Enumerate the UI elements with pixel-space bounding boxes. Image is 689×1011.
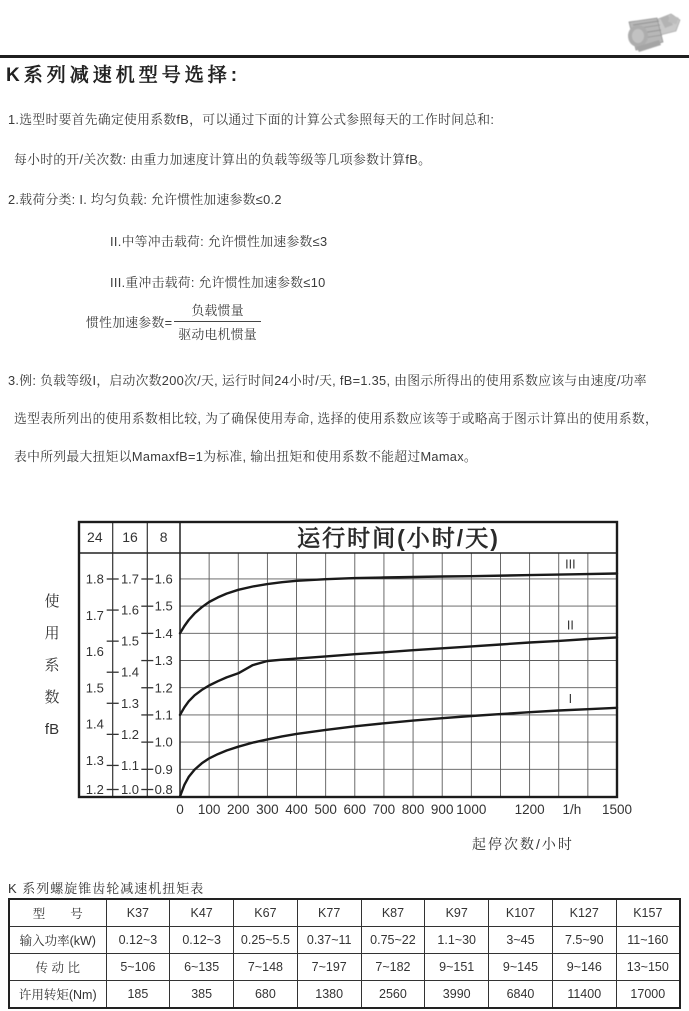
cell-value: 0.37~11 — [297, 927, 361, 954]
scale-label: 1.0 — [120, 782, 140, 797]
scale-label: 1.3 — [120, 695, 140, 711]
formula-lhs: 惯性加速参数= — [86, 315, 173, 330]
top-rule — [0, 55, 689, 58]
x-tick-label: 0 — [176, 802, 184, 817]
col-header-K87: K87 — [361, 899, 425, 927]
cell-value: 17000 — [616, 981, 680, 1009]
y-axis-title-char: 数 — [44, 689, 60, 706]
col-header-K47: K47 — [170, 899, 234, 927]
scale-header-16: 16 — [122, 529, 138, 545]
torque-table-head — [9, 899, 680, 927]
curve-label-I: I — [568, 692, 573, 707]
cell-value: 2560 — [361, 981, 425, 1009]
x-tick-label: 1500 — [601, 802, 633, 817]
scale-label: 1.8 — [85, 571, 104, 587]
col-header-K157: K157 — [616, 899, 680, 927]
cell-value: 11~160 — [616, 927, 680, 954]
cell-value: 0.75~22 — [361, 927, 425, 954]
paragraph-selection-1: 1.选型时要首先确定使用系数fB，可以通过下面的计算公式参照每天的工作时间总和: — [8, 112, 495, 127]
scale-label: 0.9 — [154, 761, 173, 777]
table-row — [9, 981, 680, 1009]
cell-value: 185 — [106, 981, 170, 1009]
gearbox-photo — [613, 8, 685, 56]
cell-value: 5~106 — [106, 954, 170, 981]
inertia-formula — [86, 300, 261, 343]
paragraph-load-class-1: 2.载荷分类: I. 均匀负载: 允许惯性加速参数≤0.2 — [8, 192, 282, 207]
cell-value: 9~151 — [425, 954, 489, 981]
scale-label: 1.6 — [120, 602, 140, 618]
paragraph-example-1: 3.例: 负载等级I，启动次数200次/天, 运行时间24小时/天, fB=1.35, 由图示所得出的使用系数应该与由速度/功率 — [8, 373, 647, 388]
x-tick-label: 300 — [256, 802, 279, 817]
chart-curve-II — [180, 637, 617, 715]
paragraph-load-class-3: III.重冲击载荷: 允许惯性加速参数≤10 — [110, 275, 326, 290]
x-axis-title: 起停次数/小时 — [472, 836, 574, 852]
cell-value: 7~197 — [297, 954, 361, 981]
table-caption: K 系列螺旋锥齿轮减速机扭矩表 — [8, 881, 205, 896]
scale-label: 1.1 — [154, 707, 173, 723]
col-header-model: 型 号 — [9, 899, 106, 927]
cell-value: 13~150 — [616, 954, 680, 981]
curve-label-III: III — [565, 557, 576, 572]
chart-curve-III — [180, 574, 617, 634]
scale-label: 1.1 — [120, 757, 140, 773]
scale-label: 1.0 — [154, 734, 173, 750]
cell-value: 6840 — [489, 981, 553, 1009]
x-tick-label: 900 — [430, 802, 454, 817]
chart-title: 运行时间(小时/天) — [297, 525, 500, 551]
cell-value: 0.12~3 — [106, 927, 170, 954]
scale-label: 1.2 — [85, 782, 104, 797]
row-label: 输入功率(kW) — [9, 927, 106, 954]
col-header-K127: K127 — [552, 899, 616, 927]
x-tick-label: 600 — [343, 802, 367, 817]
row-label: 传 动 比 — [9, 954, 106, 981]
x-tick-label: 400 — [285, 802, 308, 817]
paragraph-example-2: 选型表所列出的使用系数相比较, 为了确保使用寿命, 选择的使用系数应该等于或略高于图示计算出的使用系数， — [14, 411, 659, 426]
col-header-K107: K107 — [489, 899, 553, 927]
paragraph-load-class-2: II.中等冲击载荷: 允许惯性加速参数≤3 — [110, 234, 328, 249]
cell-value: 3~45 — [489, 927, 553, 954]
cell-value: 6~135 — [170, 954, 234, 981]
formula-denominator: 驱动电机惯量 — [174, 321, 261, 343]
row-label: 许用转矩(Nm) — [9, 981, 106, 1009]
cell-value: 11400 — [552, 981, 616, 1009]
col-header-K97: K97 — [425, 899, 489, 927]
cell-value: 0.25~5.5 — [234, 927, 298, 954]
scale-label: 1.4 — [154, 625, 173, 641]
col-header-K67: K67 — [234, 899, 298, 927]
page-title: K系列减速机型号选择: — [6, 65, 242, 86]
scale-label: 1.2 — [120, 726, 140, 742]
x-tick-label: 500 — [314, 802, 337, 817]
scale-label: 1.3 — [85, 752, 104, 768]
col-header-K37: K37 — [106, 899, 170, 927]
scale-label: 1.5 — [154, 598, 173, 614]
x-tick-label: 100 — [197, 802, 221, 817]
scale-label: 1.7 — [120, 571, 140, 587]
cell-value: 1.1~30 — [425, 927, 489, 954]
cell-value: 0.12~3 — [170, 927, 234, 954]
x-tick-label: 700 — [372, 802, 396, 817]
scale-label: 0.8 — [154, 782, 173, 797]
x-tick-label: 1000 — [456, 802, 487, 817]
x-tick-label: 200 — [227, 802, 250, 817]
service-factor-chart — [0, 498, 689, 866]
chart-curve-I — [180, 708, 617, 797]
scale-label: 1.2 — [154, 680, 173, 696]
formula-fraction — [174, 300, 261, 343]
y-axis-title-char: fB — [44, 721, 60, 738]
scale-label: 1.4 — [85, 716, 104, 732]
cell-value: 680 — [234, 981, 298, 1009]
x-tick-label: 800 — [401, 802, 425, 817]
cell-value: 9~146 — [552, 954, 616, 981]
cell-value: 7.5~90 — [552, 927, 616, 954]
scale-label: 1.5 — [85, 680, 104, 696]
formula-numerator: 负载惯量 — [191, 303, 244, 318]
scale-header-8: 8 — [159, 529, 168, 545]
scale-label: 1.6 — [85, 644, 104, 659]
table-row — [9, 927, 680, 954]
scale-label: 1.7 — [85, 607, 104, 623]
scale-label: 1.3 — [154, 653, 173, 669]
torque-table-body — [9, 927, 680, 1009]
curve-label-II: II — [566, 618, 574, 633]
scale-header-24: 24 — [87, 529, 103, 545]
scale-label: 1.4 — [120, 664, 140, 680]
cell-value: 9~145 — [489, 954, 553, 981]
scale-label: 1.5 — [120, 633, 140, 649]
cell-value: 7~182 — [361, 954, 425, 981]
cell-value: 385 — [170, 981, 234, 1009]
cell-value: 7~148 — [234, 954, 298, 981]
y-axis-title-char: 使 — [44, 593, 60, 610]
cell-value: 3990 — [425, 981, 489, 1009]
table-row — [9, 954, 680, 981]
paragraph-selection-2: 每小时的开/关次数: 由重力加速度计算出的负载等级等几项参数计算fB。 — [14, 152, 432, 167]
x-tick-label: 1200 — [514, 802, 545, 817]
torque-table — [8, 898, 681, 1009]
y-axis-title-char: 系 — [44, 657, 60, 674]
paragraph-example-3: 表中所列最大扭矩以MamaxfB=1为标准, 输出扭矩和使用系数不能超过Mamax。 — [14, 449, 478, 464]
col-header-K77: K77 — [297, 899, 361, 927]
y-axis-title-char: 用 — [44, 625, 60, 642]
x-tick-label: 1/h — [562, 802, 582, 817]
table-header-row — [9, 899, 680, 927]
scale-label: 1.6 — [154, 571, 173, 587]
cell-value: 1380 — [297, 981, 361, 1009]
